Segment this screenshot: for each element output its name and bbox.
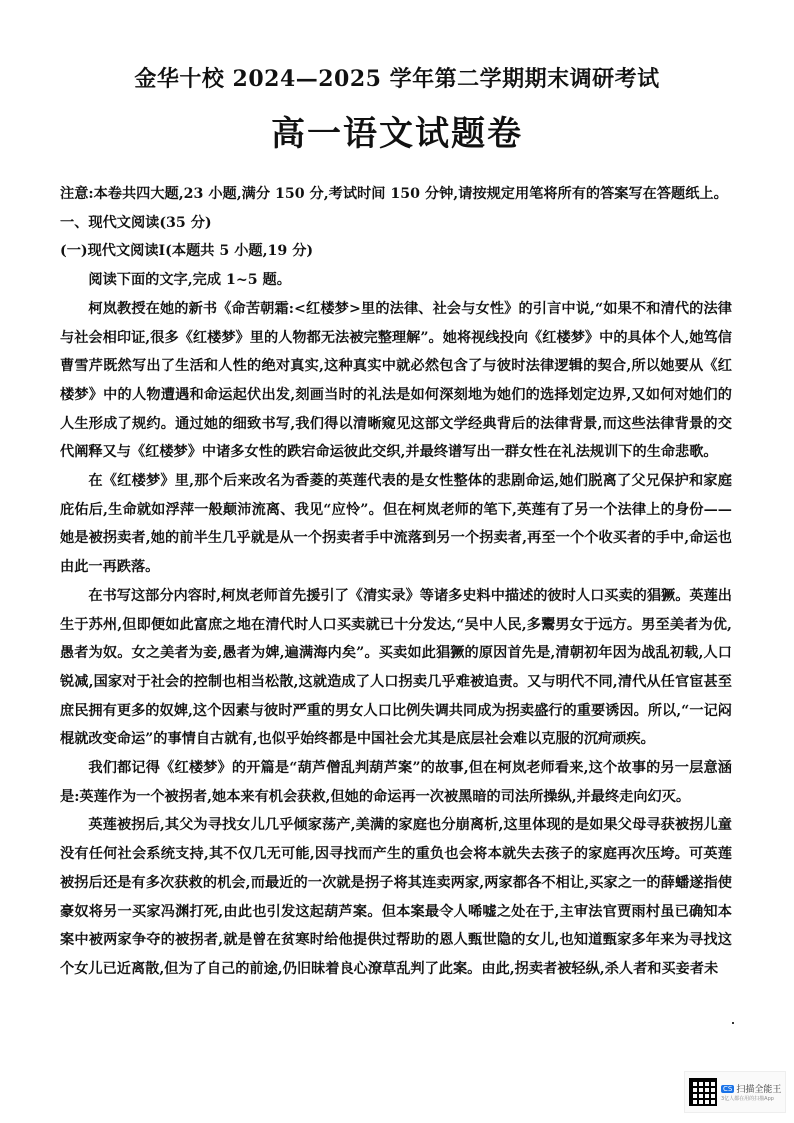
- scanner-title: [721, 1082, 781, 1095]
- paragraph-4: 我们都记得《红楼梦》的开篇是“葫芦僧乱判葫芦案”的故事,但在柯岚老师看来,这个故事的另一层意涵是:英莲作为一个被拐者,她本来有机会获救,但她的命运再一次被黑暗的司法所操纵,并最终走向幻灭。: [60, 760, 732, 805]
- scanner-text: [721, 1082, 781, 1102]
- scanner-tagline: 3亿人都在用的扫描App: [721, 1096, 774, 1102]
- notice-text: 注意:本卷共四大题,23 小题,满分 150 分,考试时间 150 分钟,请按规定用笔将所有的答案写在答题纸上。: [60, 186, 728, 202]
- scanner-app-name: 扫描全能王: [736, 1085, 782, 1095]
- document-body: [60, 180, 732, 984]
- section-heading: 一、现代文阅读(35 分): [60, 214, 212, 231]
- subsection-heading: (一)现代文阅读Ⅰ(本题共 5 小题,19 分): [60, 243, 314, 260]
- camscanner-logo-icon: CS: [723, 1084, 733, 1093]
- paragraph-1: 柯岚教授在她的新书《命苦朝霜:<红楼梦>里的法律、社会与女性》的引言中说,“如果不和清代的法律与社会相印证,很多《红楼梦》里的人物都无法被完整理解”。她将视线投向《红楼梦》中的具体个人,她笃信曹雪芹既然写出了生活和人性的绝对真实,这种真实中就必然包含了与彼时法律逻辑的契合,所以她要从《红楼梦》中的人物遭遇和命运起伏出发,刻画当时的礼法是如何深刻地为她们的选择划定边界,又如何对她们的人生形成了规约。通过她的细致书写,我们得以清晰窥见这部文学经典背后的法律背景,而这些法律背景的交代阐释又与《红楼梦》中诸多女性的跌宕命运彼此交织,并最终谱写出一群女性在礼法规训下的生命悲歌。: [60, 300, 732, 461]
- qr-code-icon: [689, 1078, 717, 1106]
- instruction-text: 阅读下面的文字,完成 1~5 题。: [88, 272, 291, 289]
- paragraph-5: 英莲被拐后,其父为寻找女儿几乎倾家荡产,美满的家庭也分崩离析,这里体现的是如果父母寻获被拐儿童没有任何社会系统支持,其不仅几无可能,因寻找而产生的重负也会将本就失去孩子的家庭再次压垮。可英莲被拐后还是有多次获救的机会,而最近的一次就是拐子将其连卖两家,两家都各不相让,买家之一的薛蟠遂指使豪奴将另一买家冯渊打死,由此也引发这起葫芦案。但本案最令人唏嘘之处在于,主审法官贾雨村虽已确知本案中被两家争夺的被拐者,就是曾在贫寒时给他提供过帮助的恩人甄世隐的女儿,也知道甄家多年来为寻找这个女儿已近离散,但为了自己的前途,仍旧昧着良心潦草乱判了此案。由此,拐卖者被轻纵,杀人者和买妾者未: [60, 817, 732, 977]
- scanner-watermark: [684, 1071, 786, 1113]
- paragraph-2: 在《红楼梦》里,那个后来改名为香菱的英莲代表的是女性整体的悲剧命运,她们脱离了父兄保护和家庭庇佑后,生命就如浮萍一般颠沛流离、我见“应怜”。但在柯岚老师的笔下,英莲有了另一个法律上的身份——她是被拐卖者,她的前半生几乎就是从一个拐卖者手中流落到另一个拐卖者,再至一个个收买者的手中,命运也由此一再跌落。: [60, 473, 732, 576]
- paragraph-3: 在书写这部分内容时,柯岚老师首先援引了《清实录》等诸多史料中描述的彼时人口买卖的猖獗。英莲出生于苏州,但即便如此富庶之地在清代时人口买卖就已十分发达,“吴中人民,多鬻男女于远方。男至美者为优,愚者为奴。女之美者为妾,愚者为婢,遍满海内矣”。买卖如此猖獗的原因首先是,清朝初年因为战乱初载,人口锐减,国家对于社会的控制也相当松散,这就造成了人口拐卖几乎难被追责。又与明代不同,清代从任官宦甚至庶民拥有更多的奴婢,这个因素与彼时严重的男女人口比例失调共同成为拐卖盛行的重要诱因。所以,“一记闷棍就改变命运”的事情自古就有,也似乎始终都是中国社会尤其是底层社会难以克服的沉疴顽疾。: [60, 587, 732, 748]
- exam-title: 金华十校 2024—2025 学年第二学期期末调研考试: [134, 66, 660, 92]
- paper-title: 高一语文试题卷: [271, 114, 523, 154]
- stray-mark: [732, 1022, 734, 1024]
